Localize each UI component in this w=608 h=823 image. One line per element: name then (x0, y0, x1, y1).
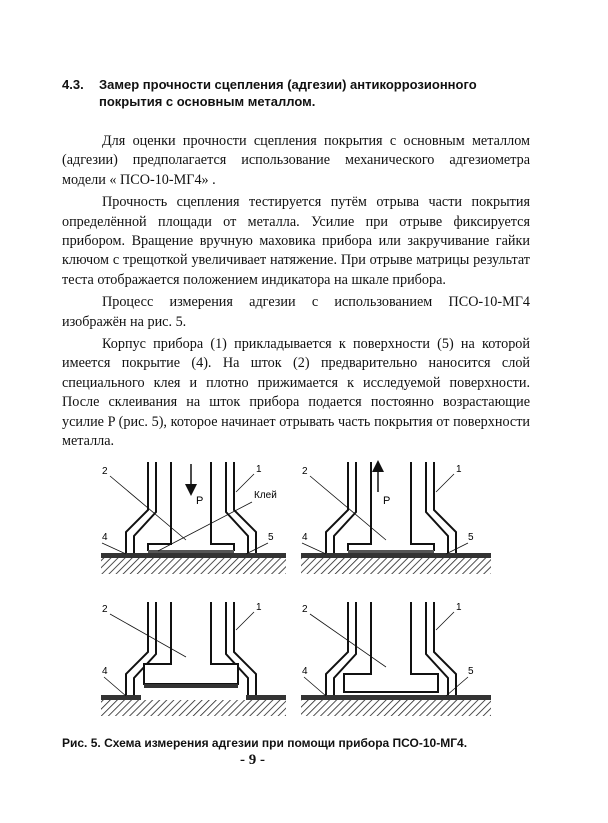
label-rod: 2 (102, 466, 108, 477)
rod-t-shape (144, 602, 238, 684)
label-rod: 2 (302, 466, 308, 477)
paragraph: Процесс измерения адгезии с использованием ПСО-10-МГ4 изображён на рис. 5. (62, 294, 530, 330)
coating-leader (302, 543, 326, 554)
label-rod: 2 (102, 604, 108, 615)
label-surface: 5 (468, 666, 474, 677)
coating-layer-right (246, 695, 286, 700)
coating-leader (102, 543, 126, 554)
paragraph: Для оценки прочности сцепления покрытия с основным металлом (адгезии) предполагается использование механического адгезиометра модели « ПСО-10-МГ4» . (62, 133, 530, 188)
metal-surface (101, 700, 286, 716)
panel-final (301, 602, 491, 716)
body-leader (436, 474, 454, 492)
metal-surface (101, 558, 286, 574)
label-rod: 2 (302, 604, 308, 615)
label-glue: Клей (254, 490, 277, 501)
label-force: P (196, 495, 204, 507)
section-number: 4.3. (62, 77, 84, 92)
glue-leader (158, 502, 252, 551)
label-body: 1 (456, 464, 462, 475)
label-force: P (383, 495, 391, 507)
glue-layer (148, 550, 234, 553)
label-surface: 5 (468, 532, 474, 543)
coating-layer (101, 553, 286, 558)
figure-caption: Рис. 5. Схема измерения адгезии при помощи прибора ПСО-10-МГ4. (62, 736, 468, 750)
coating-layer-left (101, 695, 141, 700)
label-body: 1 (256, 464, 262, 475)
glue-layer (348, 550, 434, 553)
section-title-line1: Замер прочности сцепления (адгезии) антикоррозионного (99, 77, 477, 92)
body-text (62, 132, 530, 452)
section-title-line2: покрытия с основным металлом. (99, 94, 316, 109)
panel-coating-detached (101, 602, 286, 716)
coating-layer (301, 553, 491, 558)
label-coating: 4 (302, 532, 308, 543)
detached-coating (144, 684, 238, 688)
label-body: 1 (256, 602, 262, 613)
page-number: - 9 - (240, 752, 265, 768)
metal-surface (301, 558, 491, 574)
device-body-left (326, 462, 356, 553)
coating-layer (301, 695, 491, 700)
device-body-right (426, 462, 456, 553)
coating-leader (104, 677, 126, 696)
paragraph: Корпус прибора (1) прикладывается к поверхности (5) на которой имеется покрытие (4). На шток (2) предварительно наносится слой специального клея и плотно прижимается к исследуемой поверхности. После склеивания на шток прибора подается постоянно возрастающие усилие P (рис. 5), которое начинает отрывать часть покрытия от поверхности металла. (62, 336, 530, 450)
rod (348, 462, 434, 551)
label-coating: 4 (102, 666, 108, 677)
body-leader (236, 474, 254, 492)
paragraph: Прочность сцепления тестируется путём отрыва части покрытия определённой площади от металла. Усилие при отрыве фиксируется прибором. Вращение вручную маховика прибора или закручивание гайки ключом с трещоткой увеличивает натяжение. При отрыве матрицы результат теста отображается положением индикатора на шкале прибора. (62, 194, 530, 288)
coating-leader (304, 677, 326, 696)
adhesion-diagram (96, 452, 496, 732)
panel-glue-application (101, 462, 286, 574)
device-body-left (126, 462, 156, 553)
rod-t-shape (344, 602, 438, 692)
panel-pull-up (301, 462, 491, 574)
label-coating: 4 (302, 666, 308, 677)
body-leader (436, 612, 454, 630)
body-leader (236, 612, 254, 630)
metal-surface (301, 700, 491, 716)
label-coating: 4 (102, 532, 108, 543)
label-body: 1 (456, 602, 462, 613)
label-surface: 5 (268, 532, 274, 543)
